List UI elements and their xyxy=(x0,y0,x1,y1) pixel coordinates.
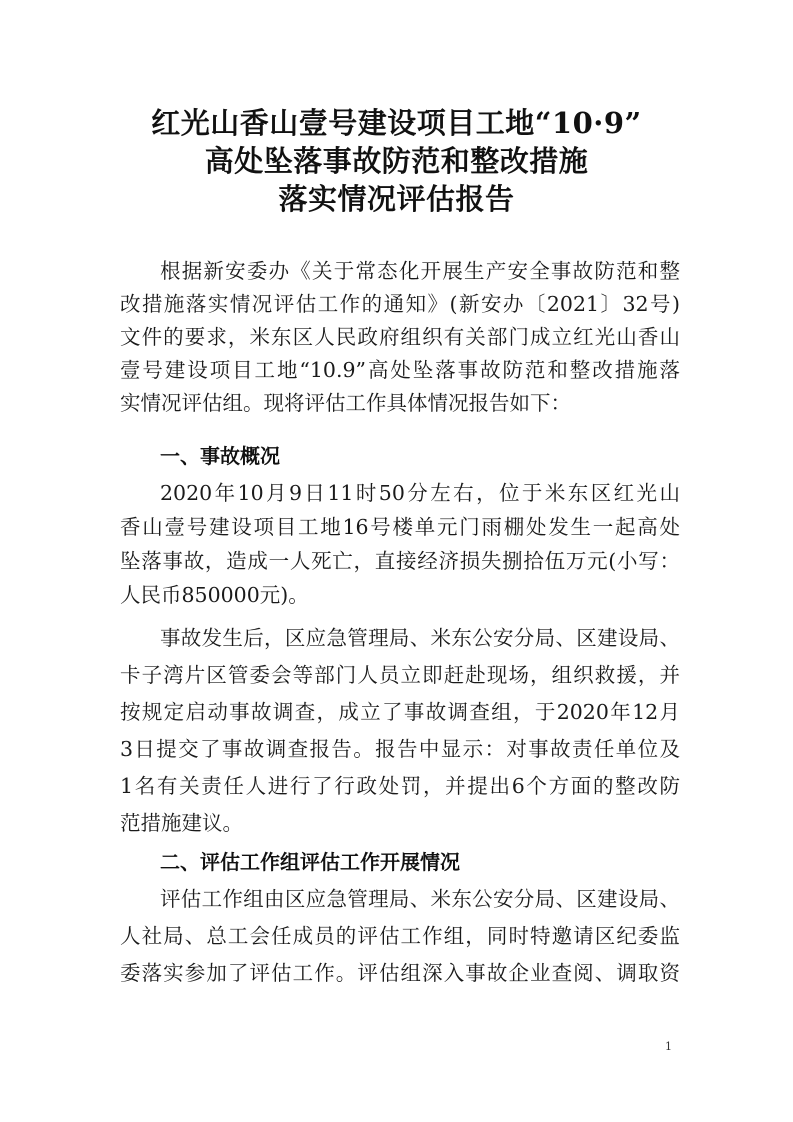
report-title-line-2: 高处坠落事故防范和整改措施 xyxy=(204,144,589,178)
paragraph-line: 坠落事故，造成一人死亡，直接经济损失捌拾伍万元(小写： xyxy=(120,549,680,573)
section-heading-evaluation-work: 二、评估工作组评估工作开展情况 xyxy=(160,850,460,874)
intro-paragraph-line: 实情况评估组。现将评估工作具体情况报告如下： xyxy=(120,391,571,415)
intro-paragraph-line: 根据新安委办《关于常态化开展生产安全事故防范和整 xyxy=(160,259,680,283)
paragraph-line: 人民币850000元)。 xyxy=(120,583,309,607)
intro-paragraph-line: 改措施落实情况评估工作的通知》(新安办〔2021〕32号) xyxy=(120,292,680,316)
paragraph-line: 事故发生后，区应急管理局、米东公安分局、区建设局、 xyxy=(160,626,680,650)
page-number: 1 xyxy=(665,1040,672,1053)
intro-paragraph-line: 文件的要求，米东区人民政府组织有关部门成立红光山香山 xyxy=(120,325,680,349)
paragraph-line: 人社局、总工会任成员的评估工作组，同时特邀请区纪委监 xyxy=(120,924,680,948)
paragraph-line: 3日提交了事故调查报告。报告中显示：对事故责任单位及 xyxy=(120,737,680,761)
paragraph-line: 评估工作组由区应急管理局、米东公安分局、区建设局、 xyxy=(160,887,680,911)
paragraph-line: 卡子湾片区管委会等部门人员立即赶赴现场，组织救援，并 xyxy=(120,663,680,687)
intro-paragraph-line: 壹号建设项目工地“10.9”高处坠落事故防范和整改措施落 xyxy=(120,358,680,382)
paragraph-line: 香山壹号建设项目工地16号楼单元门雨棚处发生一起高处 xyxy=(120,515,680,539)
paragraph-line: 1名有关责任人进行了行政处罚，并提出6个方面的整改防 xyxy=(120,774,680,798)
report-title-line-1: 红光山香山壹号建设项目工地“10·9” xyxy=(151,106,642,140)
paragraph-line: 范措施建议。 xyxy=(120,811,243,835)
paragraph-line: 2020年10月9日11时50分左右，位于米东区红光山 xyxy=(160,481,680,505)
paragraph-line: 委落实参加了评估工作。评估组深入事故企业查阅、调取资 xyxy=(120,961,680,985)
paragraph-line: 按规定启动事故调查，成立了事故调查组，于2020年12月 xyxy=(120,700,680,724)
section-heading-accident-overview: 一、事故概况 xyxy=(160,444,280,468)
report-title-line-3: 落实情况评估报告 xyxy=(278,182,515,216)
